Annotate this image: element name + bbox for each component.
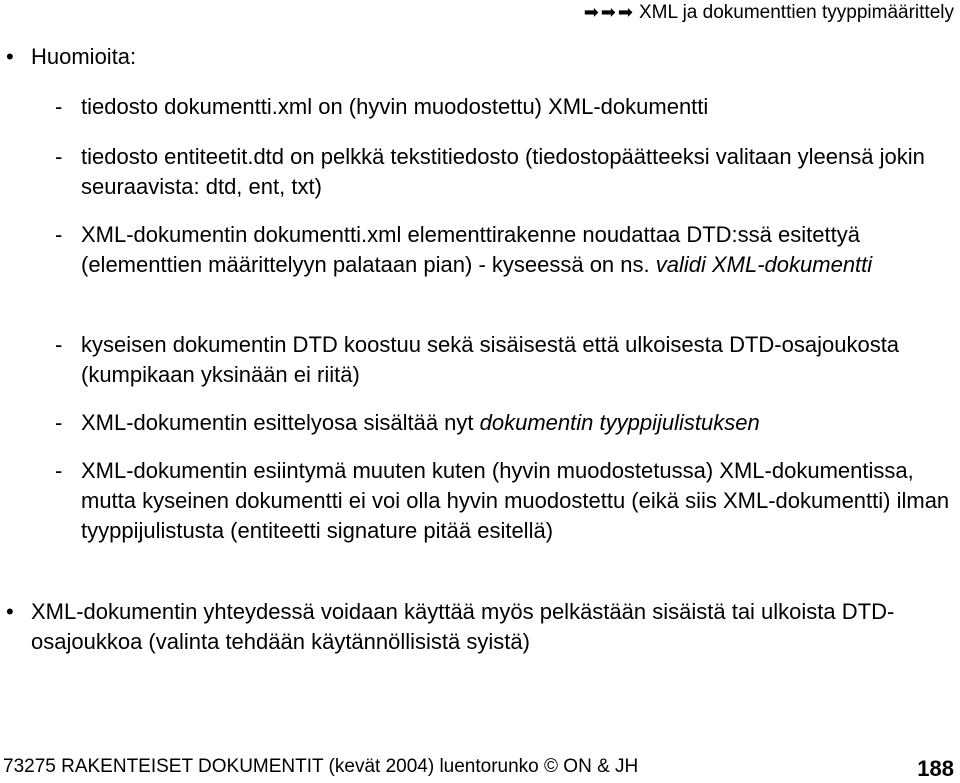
list-item-text: kyseisen dokumentin DTD koostuu sekä sisäisestä että ulkoisesta DTD-osajoukosta (kumpikaan yksinään ei riitä)	[81, 332, 900, 387]
bullet-text: XML-dokumentin yhteydessä voidaan käyttää myös pelkästään sisäistä tai ulkoista DTD-osajoukkoa (valinta tehdään käytännöllisistä syistä)	[31, 599, 895, 654]
dash-marker: -	[55, 94, 63, 119]
bullet-item	[6, 597, 946, 657]
list-item	[55, 456, 950, 546]
bullet-icon: •	[6, 599, 14, 624]
list-item	[55, 330, 950, 390]
list-item-text-italic: validi XML-dokumentti	[655, 252, 873, 277]
list-item	[55, 220, 950, 280]
list-item	[55, 408, 950, 438]
header-title: XML ja dokumenttien tyyppimäärittely	[638, 2, 954, 23]
dash-marker: -	[55, 144, 63, 169]
slide-footer: 73275 RAKENTEISET DOKUMENTIT (kevät 2004) luentorunko © ON & JH	[3, 756, 639, 777]
list-item-text-plain: XML-dokumentin dokumentti.xml elementtirakenne noudattaa DTD:ssä esitettyä (elementtien määrittelyyn palataan pian) - kyseessä on ns.	[81, 222, 860, 277]
list-item-text-italic: dokumentin tyyppijulistuksen	[479, 410, 760, 435]
list-item-text: tiedosto dokumentti.xml on (hyvin muodostettu) XML-dokumentti	[81, 94, 709, 119]
bullet-item	[6, 42, 946, 72]
arrow-icon: ➡➡➡	[583, 2, 635, 22]
dash-marker: -	[55, 222, 63, 247]
list-item	[55, 92, 950, 122]
list-item	[55, 142, 950, 202]
list-item-text	[81, 408, 950, 438]
list-item-text	[81, 220, 950, 280]
bullet-icon: •	[6, 44, 14, 69]
dash-marker: -	[55, 332, 63, 357]
list-item-text: XML-dokumentin esiintymä muuten kuten (hyvin muodostetussa) XML-dokumentissa, mutta kyseinen dokumentti ei voi olla hyvin muodostettu (eikä siis XML-dokumentti) ilman tyyppijulistusta (entiteetti signature pitää esitellä)	[81, 458, 950, 543]
bullet-text: Huomioita:	[31, 44, 137, 69]
slide-header	[584, 0, 954, 25]
dash-marker: -	[55, 410, 63, 435]
list-item-text: tiedosto entiteetit.dtd on pelkkä tekstitiedosto (tiedostopäätteeksi valitaan yleensä jokin seuraavista: dtd, ent, txt)	[81, 144, 925, 199]
page-number: 188	[917, 756, 954, 781]
list-item-text-plain: XML-dokumentin esittelyosa sisältää nyt	[81, 410, 480, 435]
dash-marker: -	[55, 458, 63, 483]
